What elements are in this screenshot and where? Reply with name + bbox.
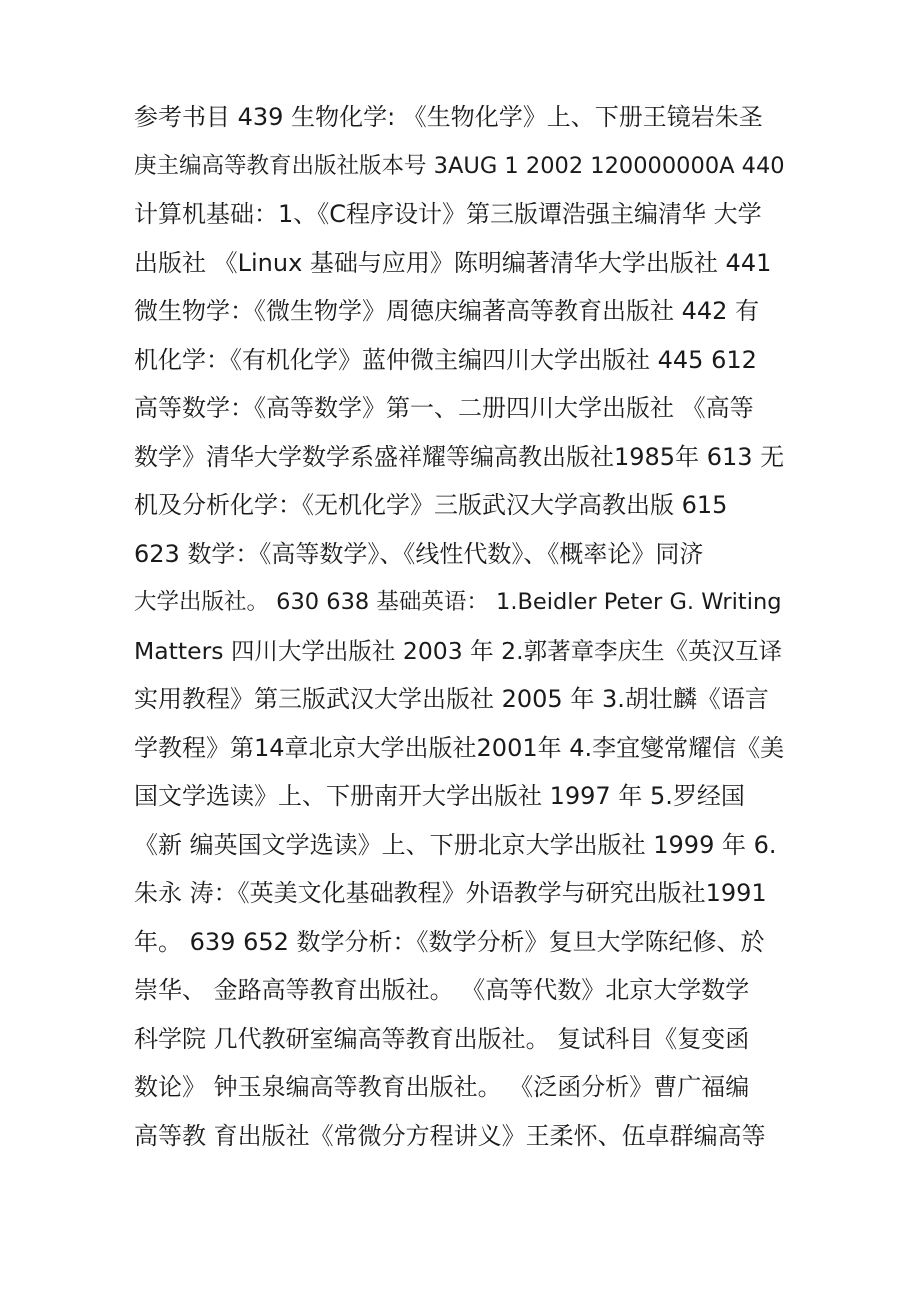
text-line-19: 崇华、 金路高等教育出版社。 《高等代数》北京大学数学 (134, 976, 750, 1004)
text-line-8: 数学》清华大学数学系盛祥耀等编高教出版社1985年 613 无 (134, 442, 785, 471)
text-line-1: 参考书目 439 生物化学: 《生物化学》上、下册王镜岩朱圣 (134, 103, 763, 131)
document-body (134, 93, 794, 1160)
text-line-3: 计算机基础：1、《C程序设计》第三版谭浩强主编清华 大学 (134, 200, 762, 228)
text-line-21: 数论》 钟玉泉编高等教育出版社。 《泛函分析》曹广福编 (134, 1073, 750, 1101)
text-line-22: 高等教 育出版社《常微分方程讲义》王柔怀、伍卓群编高等 (134, 1121, 766, 1150)
text-line-16: 《新 编英国文学选读》上、下册北京大学出版社 1999 年 6. (134, 830, 777, 859)
text-line-20: 科学院 几代教研室编高等教育出版社。 复试科目《复变函 (134, 1024, 750, 1053)
text-line-7: 高等数学：《高等数学》第一、二册四川大学出版社 《高等 (134, 394, 754, 422)
text-line-5: 微生物学：《微生物学》周德庆编著高等教育出版社 442 有 (134, 297, 760, 325)
text-line-18: 年。 639 652 数学分析：《数学分析》复旦大学陈纪修、於 (134, 927, 765, 956)
text-line-12: Matters 四川大学出版社 2003 年 2.郭著章李庆生《英汉互译 (134, 636, 783, 665)
text-line-11: 大学出版社。 630 638 基础英语： 1.Beidler Peter G. Writing (134, 589, 782, 615)
text-line-13: 实用教程》第三版武汉大学出版社 2005 年 3.胡壮麟《语言 (134, 685, 769, 713)
text-line-6: 机化学：《有机化学》蓝仲微主编四川大学出版社 445 612 (134, 345, 757, 374)
text-line-4: 出版社 《Linux 基础与应用》陈明编著清华大学出版社 441 (134, 248, 772, 277)
text-line-14: 学教程》第14章北京大学出版社2001年 4.李宜燮常耀信《美 (134, 733, 785, 762)
text-line-10: 623 数学：《高等数学》、《线性代数》、《概率论》同济 (134, 539, 704, 568)
text-line-17: 朱永 涛：《英美文化基础教程》外语教学与研究出版社1991 (134, 879, 767, 907)
text-line-2: 庚主编高等教育出版社版本号 3AUG 1 2002 120000000A 440 (134, 152, 785, 179)
text-line-9: 机及分析化学：《无机化学》三版武汉大学高教出版 615 (134, 491, 728, 519)
text-line-15: 国文学选读》上、下册南开大学出版社 1997 年 5.罗经国 (134, 782, 745, 810)
